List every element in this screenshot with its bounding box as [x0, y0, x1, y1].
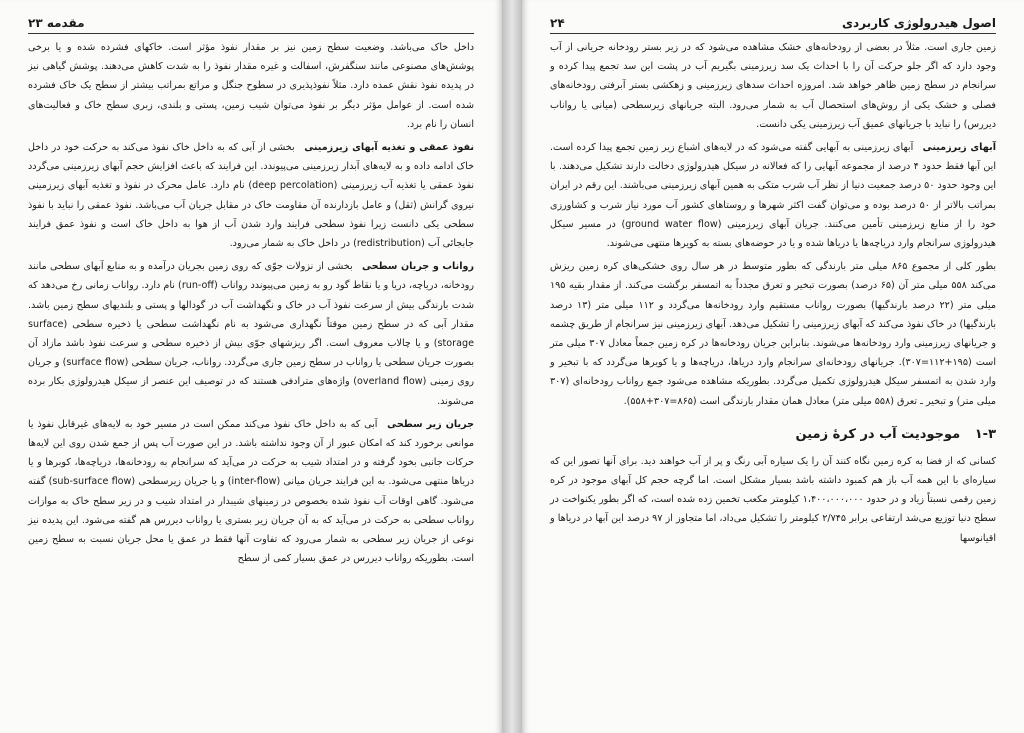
paragraph-lead: آبهای زیرزمینی — [922, 142, 996, 154]
paragraph-text: بخشی از نزولات جوّی که روی زمین بجریان درآمده و به منابع آبهای سطحی مانند رودخانه، دریاچه، دریا و یا نقاط گود رو به زمین می‌پیوندد رواناب (run-off) نام دارد. رواناب زمانی رخ می‌دهد که شدت بارندگی بیش از سرعت نفوذ آب در خاک و نگهداشت آب در گودالها و پستی و بلندیهای سطح زمین باشد. مقدار آبی که در سطح زمین موقتاً نگهداری می‌شود به نام نگهداشت سطحی یا ذخیره سطحی (surface storage) و یا چالاب معروف است. اگر ریزشهای جوّی بیش از ذخیره سطحی و سرعت نفوذ باشد مازاد آن بصورت جریان سطحی یا رواناب در سطح زمین جاری می‌گردد. رواناب، جریان سطحی (surface flow) و جریان روی زمینی (overland flow) واژه‌های مترادفی هستند که در توصیف این عنصر از سیکل هیدرولوژی بکار برده می‌شوند. — [28, 261, 474, 407]
paragraph — [28, 38, 474, 134]
running-head-left — [28, 16, 474, 34]
section-number: ۱-۳ — [974, 426, 996, 442]
paragraph-text: داخل خاک می‌باشد. وضعیت سطح زمین نیز بر مقدار نفوذ مؤثر است. خاکهای فشرده شده و یا برخی پوشش‌های مصنوعی مانند سنگفرش، اسفالت و غیره مقدار نفوذ را به شدت کاهش می‌دهند. پوشش گیاهی نیز در پدیده نفوذ نقش عمده دارد. مثلاً نفوذپذیری در سطوح جنگل و مراتع بمراتب بیشتر از سطح یک خاک فشرده شده است. از عوامل مؤثر دیگر بر نفوذ می‌توان شیب زمین، پستی و بلندی، زبری سطح خاک و فعالیت‌های انسان را نام برد. — [28, 42, 474, 130]
page-number: مقدمه ۲۳ — [28, 16, 85, 30]
paragraph-text: آبی که به داخل خاک نفوذ می‌کند ممکن است در مسیر خود به لایه‌های غیرقابل نفوذ یا موانعی برخورد کند که امکان عبور از آن وجود نداشته باشد. در این صورت آب پس از جمع شدن روی این لایه‌ها حرکات جانبی بخود گرفته و در امتداد شیب به حرکت در می‌آید که سرانجام به رودخانه‌ها، دریاچه‌ها، کوبرها و یا دریاها منتهی می‌شود. به این فرایند جریان میانی (inter-flow) و یا جریان زیرسطحی (sub-surface flow) گفته می‌شود. گاهی اوقات آب نفوذ شده بخصوص در زمینهای شیبدار در امتداد شیب و در زیر سطح خاک به موازات رواناب سطحی به حرکت در می‌آید که به آن جریان زیر بستری یا رواناب دیررس هم گفته می‌شود. این پدیده نیز نوعی از جریان زیر سطحی به شمار می‌رود که تفاوت آنها فقط در عمق یا محل جریان نسبت به سطح زمین است. بطوریکه رواناب دیررس در عمق بسیار کمی از سطح — [28, 418, 474, 565]
paragraph-text: کسانی که از فضا به کره زمین نگاه کنند آن را یک سیاره آبی رنگ و پر از آب خواهند دید. برای آنها تصور این که سیاره‌ای با این همه آب باز هم کمبود داشته باشد بسیار مشکل است. اما گرچه حجم کل آبهای موجود در کره زمین رقمی نسبتاً زیاد و در حدود ۱،۴۰۰،۰۰۰،۰۰۰ کیلومتر مکعب تخمین زده شده است، که اگر بطور یکنواخت در سطح دنیا توزیع می‌شد ارتفاعی برابر ۲/۷۴۵ کیلومتر را تشکیل می‌داد، اما متجاوز از ۹۷ درصد این آبها در دریاها و اقیانوسها — [550, 455, 997, 544]
paragraph — [550, 257, 996, 411]
right-page — [522, 0, 1024, 733]
page-header-title: اصول هیدرولوژی کاربردی — [842, 16, 996, 30]
paragraph-text: زمین جاری است. مثلاً در بعضی از رودخانه‌های خشک مشاهده می‌شود که در زیر بستر رودخانه جریانی از آب وجود دارد که اگر جلو حرکت آن را با احداث یک سد زیرزمینی بگیریم آب در پشت این سد تجمع پیدا کرده و سرانجام در سطح زمین ظاهر خواهد شد. امروزه احداث سدهای زیرزمینی و زهکشی بستر آبرفتی رودخانه‌های فصلی و خشک یکی از روش‌های استحصال آب به شمار می‌رود. البته جریانهای زیرسطحی (میانی یا رواناب دیررس) را نباید با جریانهای عمیق آب زیرزمینی یکی دانست. — [550, 42, 996, 130]
paragraph-text: آبهای زیرزمینی به آبهایی گفته می‌شود که در لایه‌های اشباع زیر زمین تجمع پیدا کرده است. این آبها فقط حدود ۴ درصد از مجموعه آبهایی را که فعالانه در سیکل هیدرولوژی دخالت دارند تشکیل می‌دهند. با این وجود حدود ۵۰ درصد جمعیت دنیا از نظر آب شرب متکی به همین آبهای زیرزمینی می‌باشند. این رقم در ایران بمراتب بالاتر از ۵۰ درصد بوده و می‌توان گفت اکثر شهرها و روستاهای کشور آب مورد نیاز شرب و کشاورزی خود را از منابع زیرزمینی تأمین می‌کنند. جریان آبهای زیرزمینی (ground water flow) در مسیر سیکل هیدرولوژی سرانجام وارد دریاچه‌ها یا دریاها شده و یا در حوضه‌های بسته به کویرها منتهی می‌شوند. — [550, 142, 997, 250]
paragraph-text: بطور کلی از مجموع ۸۶۵ میلی متر بارندگی که بطور متوسط در هر سال روی خشکی‌های کره زمین ریزش می‌کند ۵۵۸ میلی متر آن (۶۵ درصد) بصورت تبخیر و تعرق مجدداً به اتمسفر برگشت می‌کند. از مقدار بقیه ۱۹۵ میلی متر (۲۲ درصد بارندگیها) بصورت رواناب مستقیم وارد رودخانه‌ها می‌گردد و ۱۱۲ میلی متر (۱۳ درصد بارندگیها) در خاک نفوذ می‌کند که آبهای زیرزمینی را تشکیل می‌دهد. آبهای زیرزمینی نیز سرانجام از طریق چشمه و جریانهای زیرزمینی وارد رودخانه‌ها می‌شوند. بنابراین جریان رودخانه‌ها در کره زمین جمعاً معادل ۳۰۷ میلی متر است (۱۹۵+۱۱۲=۳۰۷). جریانهای رودخانه‌ای سرانجام وارد دریاها، دریاچه‌ها و یا کویرها می‌گردد که با تبخیر و وارد شدن به اتمسفر سیکل هیدرولوژی تکمیل می‌گردد. بطوریکه مشاهده می‌شود جمع رواناب رودخانه‌ای (۳۰۷ میلی متر) و تبخیر ـ تعرق (۵۵۸ میلی متر) معادل همان مقدار بارندگی است (۸۶۵=۳۰۷+۵۵۸). — [550, 261, 997, 407]
page-number: ۲۴ — [550, 16, 565, 30]
running-head-right — [550, 16, 996, 34]
paragraph — [550, 138, 996, 253]
paragraph-text: بخشی از آبی که به داخل خاک نفوذ می‌کند به حرکت خود در داخل خاک ادامه داده و به لایه‌های آبدار زیرزمینی می‌پیوندد. این فرایند که باعث افزایش حجم آبهای زیرزمینی می‌گردد نفوذ عمقی یا تغذیه آب زیرزمینی (deep percolation) نام دارد. عامل محرک در نفوذ و تغذیه آبهای زیرزمینی نیروی گرانش (ثقل) و عامل بازدارنده آن مقاومت خاک در مقابل جریان آب می‌باشد. نفوذ عمقی را نباید با نفوذ سطحی یکی دانست زیرا نفوذ سطحی فرایند وارد شدن آب از هوا به داخل خاک است و نفوذ عمق فرایند جابجائی آب (redistribution) در داخل خاک به شمار می‌رود. — [28, 142, 474, 250]
paragraph — [550, 38, 996, 134]
paragraph — [550, 452, 996, 548]
paragraph-lead: رواناب و جریان سطحی — [361, 261, 474, 273]
paragraph — [28, 415, 474, 569]
section-title: موجودیت آب در کرهٔ زمین — [795, 426, 961, 442]
section-heading — [550, 427, 996, 442]
paragraph-lead: نفوذ عمقی و تغذیه آبهای زیرزمینی — [304, 142, 474, 154]
book-gutter — [502, 0, 522, 733]
paragraph-lead: جریان زیر سطحی — [387, 418, 474, 430]
paragraph — [28, 138, 474, 253]
paragraph — [28, 257, 474, 411]
left-page — [0, 0, 502, 733]
